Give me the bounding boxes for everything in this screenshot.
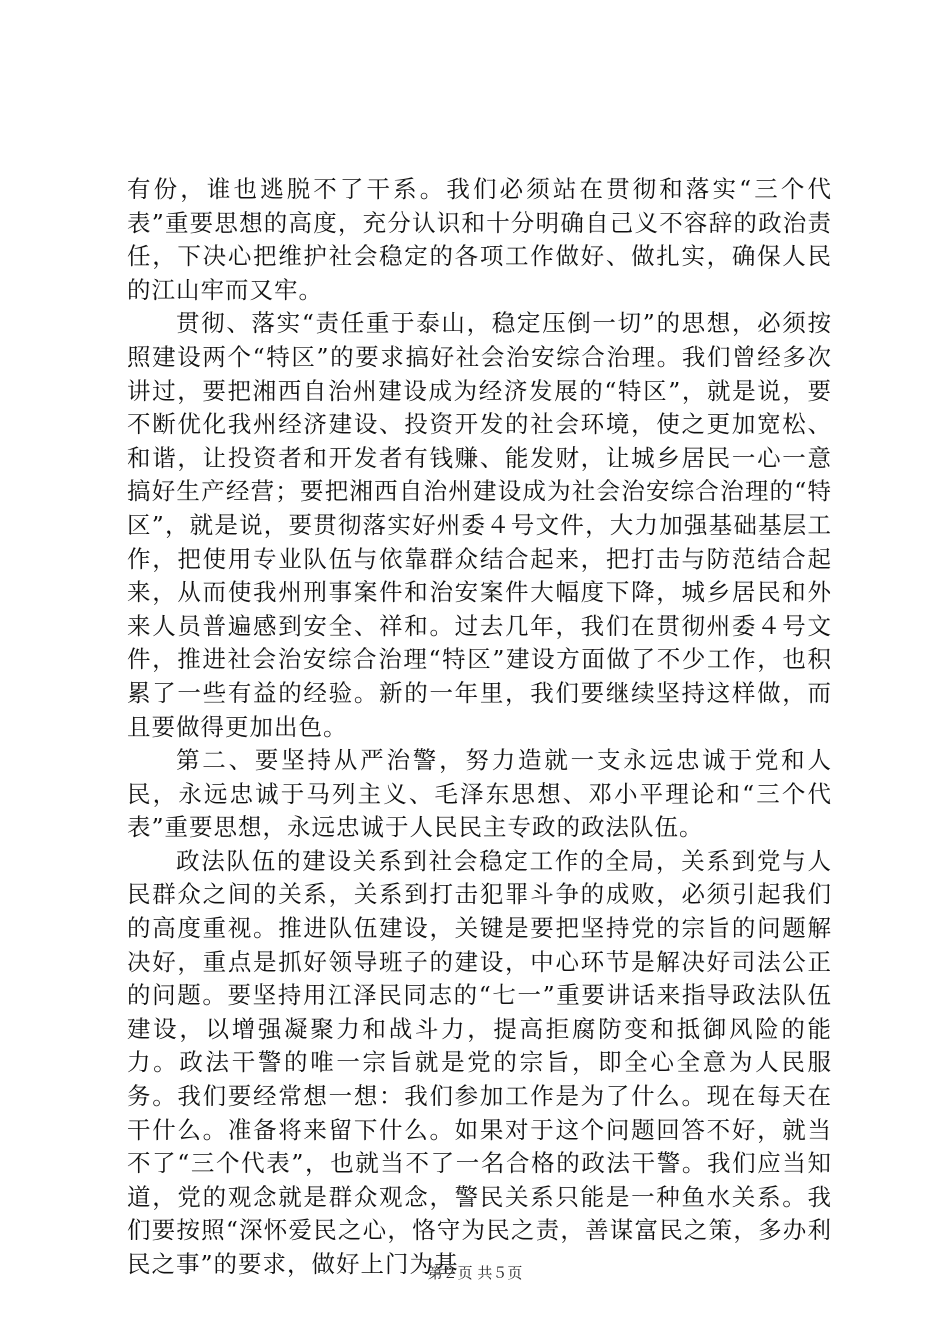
page-number-footer: 第２页 共５页 bbox=[427, 1264, 523, 1282]
document-body bbox=[127, 173, 832, 1282]
paragraph-team-building: 政法队伍的建设关系到社会稳定工作的全局，关系到党与人民群众之间的关系，关系到打击犯罪斗争的成败，必须引起我们的高度重视。推进队伍建设，关键是要把坚持党的宗旨的问题解决好，重点是抓好领导班子的建设，中心环节是解决好司法公正的问题。要坚持用江泽民同志的“七一”重要讲话来指导政法队伍建设，以增强凝聚力和战斗力，提高拒腐防变和抵御风险的能力。政法干警的唯一宗旨就是党的宗旨，即全心全意为人民服务。我们要经常想一想：我们参加工作是为了什么。现在每天在干什么。准备将来留下什么。如果对于这个问题回答不好，就当不了“三个代表”，也就当不了一名合格的政法干警。我们应当知道，党的观念就是群众观念，警民关系只能是一种鱼水关系。我们要按照“深怀爱民之心，恪守为民之责，善谋富民之策，多办利民之事”的要求，做好上门为基 bbox=[127, 846, 832, 1278]
paragraph-second-point: 第二、要坚持从严治警，努力造就一支永远忠诚于党和人民，永远忠诚于马列主义、毛泽东思想、邓小平理论和“三个代表”重要思想，永远忠诚于人民民主专政的政法队伍。 bbox=[127, 746, 832, 842]
paragraph-continuation: 有份，谁也逃脱不了干系。我们必须站在贯彻和落实“三个代表”重要思想的高度，充分认识和十分明确自己义不容辞的政治责任，下决心把维护社会稳定的各项工作做好、做扎实，确保人民的江山牢而又牢。 bbox=[127, 175, 832, 304]
paragraph-special-zone: 贯彻、落实“责任重于泰山，稳定压倒一切”的思想，必须按照建设两个“特区”的要求搞好社会治安综合治理。我们曾经多次讲过，要把湘西自治州建设成为经济发展的“特区”，就是说，要不断优化我州经济建设、投资开发的社会环境，使之更加宽松、和谐，让投资者和开发者有钱赚、能发财，让城乡居民一心一意搞好生产经营；要把湘西自治州建设成为社会治安综合治理的“特区”，就是说，要贯彻落实好州委４号文件，大力加强基础基层工作，把使用专业队伍与依靠群众结合起来，把打击与防范结合起来，从而使我州刑事案件和治安案件大幅度下降，城乡居民和外来人员普遍感到安全、祥和。过去几年，我们在贯彻州委４号文件，推进社会治安综合治理“特区”建设方面做了不少工作，也积累了一些有益的经验。新的一年里，我们要继续坚持这样做，而且要做得更加出色。 bbox=[127, 309, 832, 741]
